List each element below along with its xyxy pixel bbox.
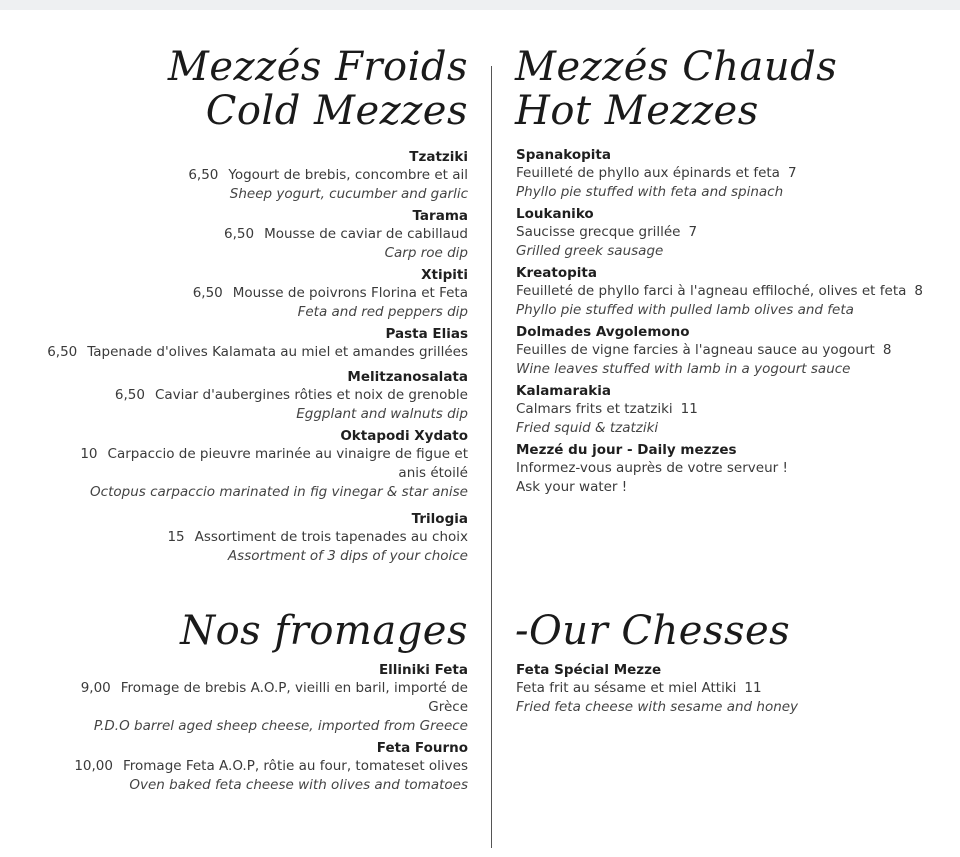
item-description-fr: Caviar d'aubergines rôties et noix de grenoble xyxy=(154,387,468,403)
item-description-en: Fried feta cheese with sesame and honey xyxy=(516,699,799,715)
item-name: Oktapodi Xydato xyxy=(340,428,468,444)
item-name: Spanakopita xyxy=(516,147,611,163)
item-name: Xtipiti xyxy=(421,267,468,283)
cheese-heading-fr: Nos fromages xyxy=(180,608,468,654)
item-name: Trilogia xyxy=(411,511,468,527)
item-price: 7 xyxy=(787,165,797,181)
item-price: 15 xyxy=(167,529,185,545)
item-name: Tzatziki xyxy=(409,149,468,165)
menu-item xyxy=(516,264,956,320)
item-price: 10,00 xyxy=(74,758,113,774)
item-name: Feta Spécial Mezze xyxy=(516,662,662,678)
item-description-fr: Feuilleté de phyllo farci à l'agneau effiloché, olives et feta xyxy=(516,283,907,299)
item-description-fr: Mousse de poivrons Florina et Feta xyxy=(232,285,468,301)
hot-mezzes-heading-en: Hot Mezzes xyxy=(515,88,759,134)
menu-item xyxy=(8,739,468,795)
cold-mezzes-list xyxy=(8,148,468,569)
menu-item xyxy=(516,441,956,497)
menu-item xyxy=(516,382,956,438)
item-name: Kreatopita xyxy=(516,265,597,281)
item-description-en: Oven baked feta cheese with olives and tomatoes xyxy=(129,777,468,793)
menu-item xyxy=(8,427,468,502)
menu-item xyxy=(8,325,468,362)
item-description-fr: Mousse de caviar de cabillaud xyxy=(264,226,468,242)
item-description-fr: Tapenade d'olives Kalamata au miel et amandes grillées xyxy=(87,344,468,360)
item-price: 8 xyxy=(882,342,892,358)
item-description-en: P.D.O barrel aged sheep cheese, imported from Greece xyxy=(93,718,468,734)
item-description-fr: Informez-vous auprès de votre serveur ! xyxy=(516,460,788,476)
cold-mezzes-heading-fr: Mezzés Froids xyxy=(167,44,468,90)
item-description-en: Phyllo pie stuffed with pulled lamb olives and feta xyxy=(516,302,854,318)
item-description-fr: Saucisse grecque grillée xyxy=(516,224,681,240)
item-description-fr: Fromage Feta A.O.P, rôtie au four, tomateset olives xyxy=(122,758,468,774)
item-name: Mezzé du jour - Daily mezzes xyxy=(516,442,737,458)
cheese-heading-en: -Our Chesses xyxy=(515,608,791,654)
item-description-en: Octopus carpaccio marinated in fig vinegar & star anise xyxy=(90,484,468,500)
item-price: 9,00 xyxy=(80,680,111,696)
menu-item xyxy=(8,148,468,204)
menu-item xyxy=(8,207,468,263)
hot-mezzes-heading-fr: Mezzés Chauds xyxy=(515,44,838,90)
item-description-fr: Assortiment de trois tapenades au choix xyxy=(194,529,468,545)
item-description-fr: Feuilleté de phyllo aux épinards et feta xyxy=(516,165,780,181)
column-divider xyxy=(491,66,492,848)
item-description-fr: Fromage de brebis A.O.P, vieilli en baril, importé de xyxy=(120,680,468,696)
item-description-en: Wine leaves stuffed with lamb in a yogourt sauce xyxy=(516,361,851,377)
item-description-en: Sheep yogurt, cucumber and garlic xyxy=(229,186,468,202)
item-price: 6,50 xyxy=(47,344,78,360)
item-description-fr-cont: Grèce xyxy=(428,699,468,715)
item-price: 6,50 xyxy=(114,387,145,403)
menu-item xyxy=(8,510,468,566)
cold-mezzes-heading-en: Cold Mezzes xyxy=(205,88,468,134)
item-price: 7 xyxy=(688,224,698,240)
item-name: Elliniki Feta xyxy=(378,662,468,678)
menu-item xyxy=(516,323,956,379)
item-name: Feta Fourno xyxy=(376,740,468,756)
item-name: Loukaniko xyxy=(516,206,594,222)
item-description-en: Fried squid & tzatziki xyxy=(516,420,659,436)
item-price: 11 xyxy=(744,680,762,696)
item-price: 8 xyxy=(914,283,923,299)
item-description-fr: Feta frit au sésame et miel Attiki xyxy=(516,680,737,696)
cheese-list-left xyxy=(8,661,468,798)
item-name: Pasta Elias xyxy=(385,326,468,342)
cheese-list-right xyxy=(516,661,956,720)
item-description-en: Eggplant and walnuts dip xyxy=(296,406,468,422)
menu-item xyxy=(8,661,468,736)
item-description-en: Feta and red peppers dip xyxy=(297,304,468,320)
item-price: 6,50 xyxy=(192,285,223,301)
item-description-en: Carp roe dip xyxy=(384,245,468,261)
item-description-en: Phyllo pie stuffed with feta and spinach xyxy=(516,184,784,200)
item-name: Kalamarakia xyxy=(516,383,611,399)
item-description-fr-cont: anis étoilé xyxy=(398,465,468,481)
item-name: Tarama xyxy=(412,208,468,224)
item-description-en: Assortment of 3 dips of your choice xyxy=(227,548,468,564)
item-price: 6,50 xyxy=(224,226,255,242)
menu-item xyxy=(516,661,956,717)
item-price: 11 xyxy=(680,401,698,417)
item-description-extra: Ask your water ! xyxy=(516,479,628,495)
item-price: 10 xyxy=(80,446,98,462)
menu-item xyxy=(516,205,956,261)
item-name: Melitzanosalata xyxy=(347,369,468,385)
top-bar xyxy=(0,0,960,10)
hot-mezzes-list xyxy=(516,146,956,500)
item-description-en: Grilled greek sausage xyxy=(516,243,664,259)
item-description-fr: Carpaccio de pieuvre marinée au vinaigre de figue et xyxy=(107,446,468,462)
item-description-fr: Yogourt de brebis, concombre et ail xyxy=(228,167,468,183)
item-description-fr: Calmars frits et tzatziki xyxy=(516,401,673,417)
item-name: Dolmades Avgolemono xyxy=(516,324,690,340)
item-price: 6,50 xyxy=(188,167,219,183)
menu-item xyxy=(516,146,956,202)
menu-item xyxy=(8,368,468,424)
menu-item xyxy=(8,266,468,322)
item-description-fr: Feuilles de vigne farcies à l'agneau sauce au yogourt xyxy=(516,342,875,358)
